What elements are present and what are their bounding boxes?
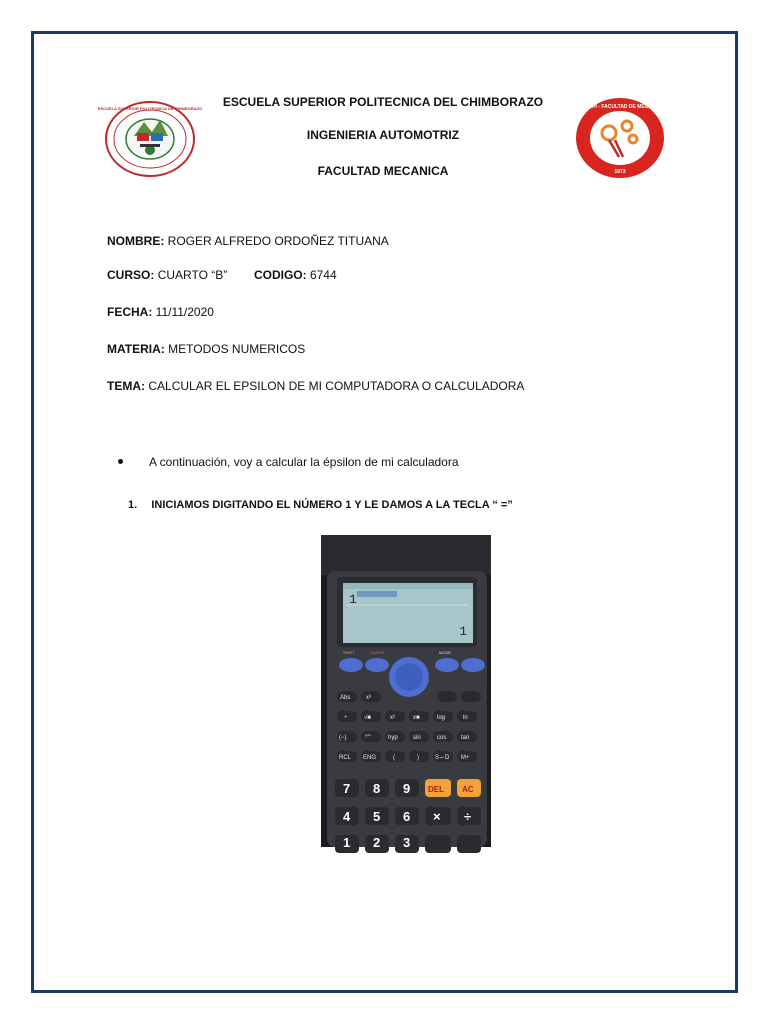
key-sqrt: √■ <box>364 715 371 721</box>
materia-value: METODOS NUMERICOS <box>168 342 306 356</box>
curso-field <box>107 268 337 282</box>
key-frac: ÷ <box>344 715 348 721</box>
calculator-illustration <box>321 535 491 850</box>
key-cos: cos <box>437 735 447 741</box>
bullet-icon <box>118 459 123 464</box>
key-pow: x■ <box>413 715 420 721</box>
fecha-field <box>107 305 214 319</box>
display-input: 1 <box>349 592 357 607</box>
key-8: 8 <box>373 781 381 796</box>
key-ln: ln <box>463 715 468 721</box>
key-deg: °'" <box>365 735 371 741</box>
display-result: 1 <box>459 624 467 639</box>
key-9: 9 <box>403 781 411 796</box>
key-7: 7 <box>343 781 351 796</box>
step-1 <box>128 499 513 511</box>
materia-field <box>107 342 305 356</box>
key-sin: sin <box>413 735 421 741</box>
curso-label: CURSO: <box>107 268 155 282</box>
tema-label: TEMA: <box>107 379 145 393</box>
key-mplus: M+ <box>461 755 470 761</box>
nombre-label: NOMBRE: <box>107 234 165 248</box>
key-ac: AC <box>462 785 474 794</box>
key-rpar: ) <box>417 755 419 761</box>
codigo-value: 6744 <box>309 268 337 282</box>
key-log: log <box>437 715 446 721</box>
key-hyp: hyp <box>388 735 398 741</box>
key-neg: (−) <box>339 735 347 741</box>
intro-bullet <box>118 455 459 469</box>
key-3: 3 <box>403 835 411 850</box>
codigo-label: CODIGO: <box>253 268 307 282</box>
faculty-name: FACULTAD MECANICA <box>317 164 449 178</box>
key-x2: x² <box>390 715 395 721</box>
key-abs: Abs <box>340 695 351 701</box>
key-1: 1 <box>343 835 351 850</box>
key-mode: MODE <box>439 650 451 655</box>
key-eng: ENG <box>363 755 377 761</box>
nombre-value: ROGER ALFREDO ORDOÑEZ TITUANA <box>167 234 389 248</box>
key-lpar: ( <box>393 755 395 761</box>
step-number: 1. <box>128 499 138 511</box>
fecha-label: FECHA: <box>107 305 153 319</box>
fecha-value: 11/11/2020 <box>155 305 214 319</box>
key-div: ÷ <box>464 809 472 824</box>
key-times: × <box>433 809 441 824</box>
key-2: 2 <box>373 835 381 850</box>
nombre-field <box>107 234 389 248</box>
key-del: DEL <box>428 785 444 794</box>
key-shift: SHIFT <box>343 650 355 655</box>
key-sd: S⇔D <box>435 755 450 761</box>
tema-field <box>107 379 524 393</box>
school-name: ESCUELA SUPERIOR POLITECNICA DEL CHIMBORAZO <box>222 95 544 109</box>
key-alpha: ALPHA <box>371 650 385 655</box>
right-seal-year: 1973 <box>614 169 626 175</box>
intro-text: A continuación, voy a calcular la épsilon de mi calculadora <box>149 455 459 469</box>
step-text: INICIAMOS DIGITANDO EL NÚMERO 1 Y LE DAMOS A LA TECLA “ =” <box>151 499 513 511</box>
calculator-photo <box>321 535 491 850</box>
tema-value: CALCULAR EL EPSILON DE MI COMPUTADORA O CALCULADORA <box>148 379 525 393</box>
key-4: 4 <box>343 809 351 824</box>
key-x3: x³ <box>366 695 371 701</box>
key-6: 6 <box>403 809 411 824</box>
left-seal-text: ESCUELA SUPERIOR POLITECNICA DE CHIMBORAZO <box>97 106 203 111</box>
key-5: 5 <box>373 809 381 824</box>
career-name: INGENIERIA AUTOMOTRIZ <box>306 128 460 142</box>
curso-value: CUARTO “B” <box>157 268 228 282</box>
right-seal-text: ESPOCH - FACULTAD DE MECANICA <box>575 104 665 110</box>
key-rcl: RCL <box>339 755 352 761</box>
key-tan: tan <box>461 735 470 741</box>
materia-label: MATERIA: <box>107 342 165 356</box>
